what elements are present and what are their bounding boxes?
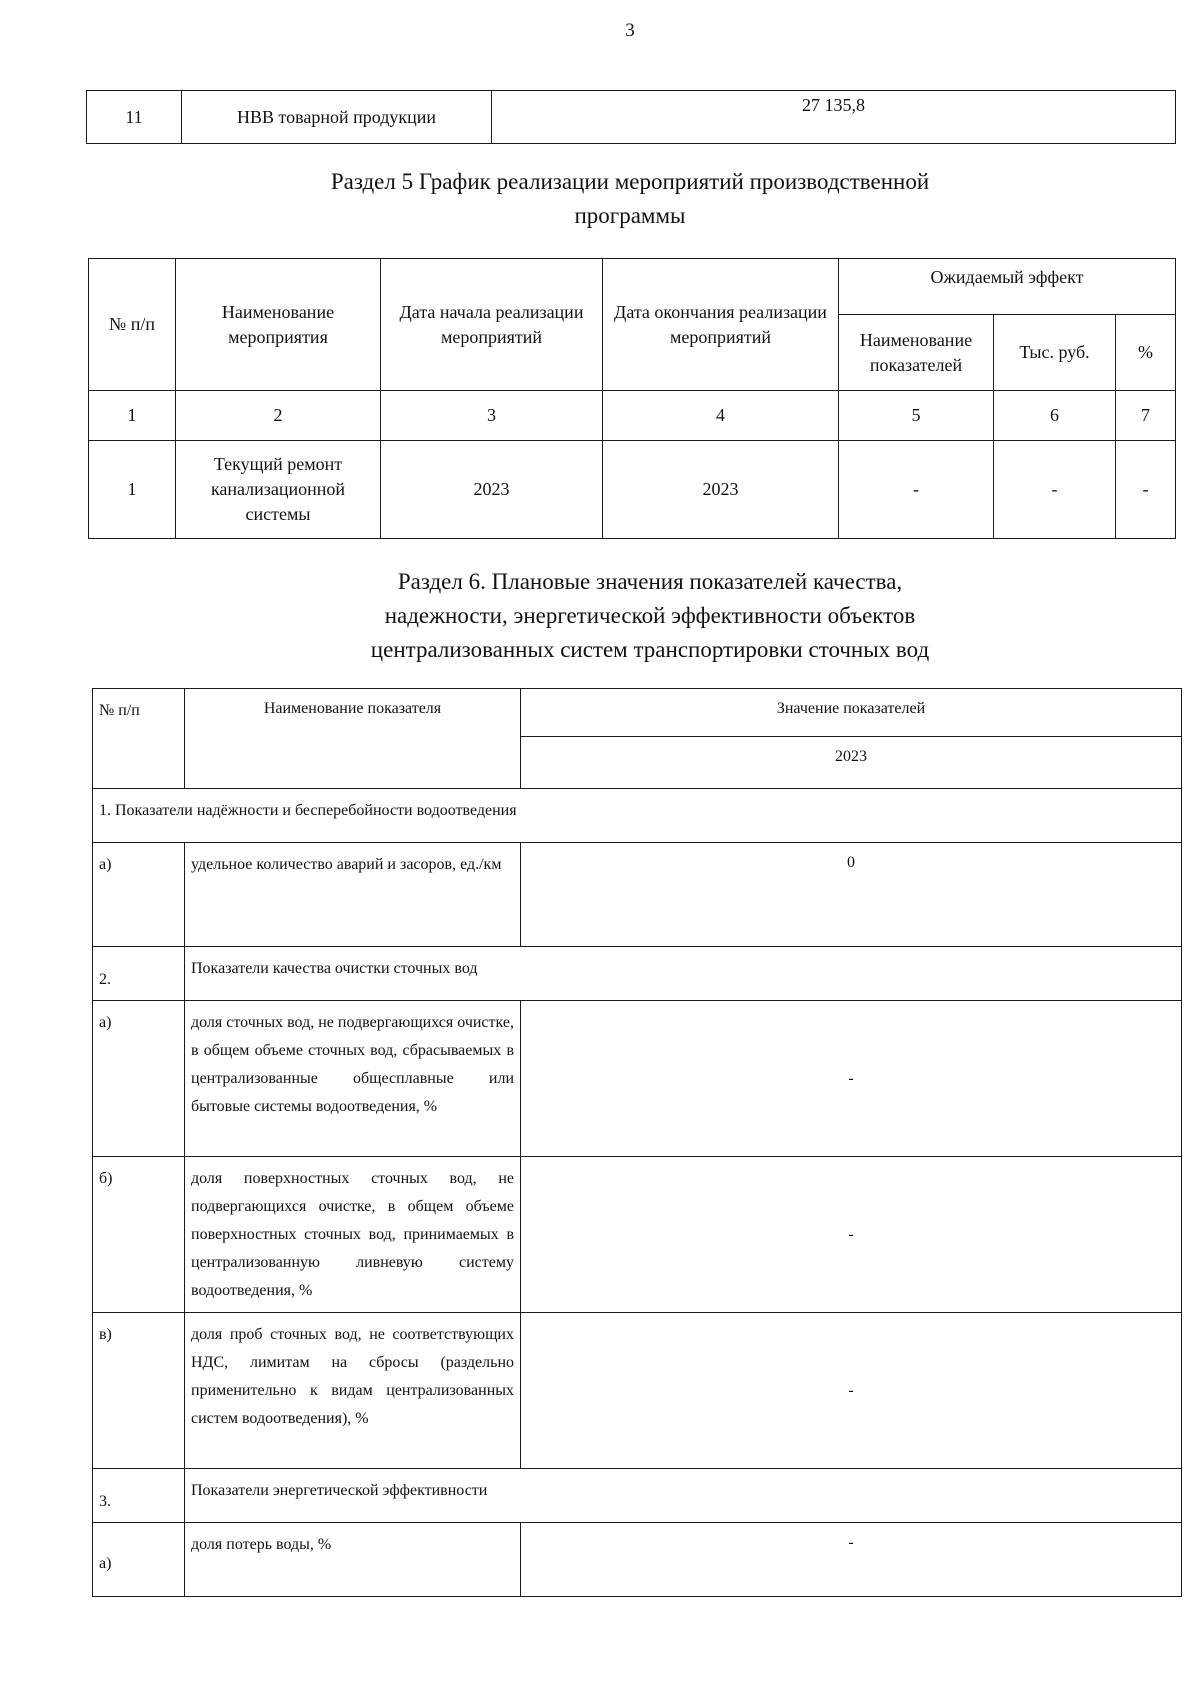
header-value: Значение показателей	[521, 689, 1182, 737]
column-number-row	[89, 391, 1176, 441]
section5-title	[240, 165, 1020, 233]
row-end: 2023	[603, 441, 839, 539]
col-number: 3	[381, 391, 603, 441]
indicators-table	[92, 688, 1182, 1597]
header-start: Дата начала реализации мероприятий	[381, 259, 603, 391]
table-row	[93, 1157, 1182, 1313]
row-number: 1	[89, 441, 176, 539]
row-name: НВВ товарной продукции	[182, 91, 492, 144]
section6-title	[300, 565, 1000, 667]
row-name: доля сточных вод, не подвергающихся очистке, в общем объеме сточных вод, сбрасываемых в централизованные общесплавные или бытовые системы водоотведения, %	[185, 1001, 521, 1157]
table-row	[93, 1001, 1182, 1157]
header-year: 2023	[521, 737, 1182, 789]
header-row	[89, 259, 1176, 315]
schedule-table	[88, 258, 1176, 539]
group3-title: Показатели энергетической эффективности	[185, 1469, 1182, 1523]
header-name: Наименование мероприятия	[176, 259, 381, 391]
col-number: 2	[176, 391, 381, 441]
table-row	[93, 1523, 1182, 1597]
header-num: № п/п	[89, 259, 176, 391]
row-value: 27 135,8	[492, 91, 1176, 144]
row-number: 11	[87, 91, 182, 144]
row-start: 2023	[381, 441, 603, 539]
header-num: № п/п	[93, 689, 185, 789]
group2-title: Показатели качества очистки сточных вод	[185, 947, 1182, 1001]
row-value: -	[521, 1157, 1182, 1313]
header-name: Наименование показателя	[185, 689, 521, 789]
col-number: 1	[89, 391, 176, 441]
group2-number: 2.	[93, 947, 185, 1001]
row-indicator: -	[839, 441, 994, 539]
row-name: Текущий ремонт канализационной системы	[176, 441, 381, 539]
row-name: доля проб сточных вод, не соответствующих НДС, лимитам на сбросы (раздельно применительно к видам централизованных систем водоотведения), %	[185, 1313, 521, 1469]
row-name: доля потерь воды, %	[185, 1523, 521, 1597]
col-number: 4	[603, 391, 839, 441]
section5-title-line2: программы	[574, 203, 686, 228]
row-thousand: -	[994, 441, 1116, 539]
group3-number: 3.	[93, 1469, 185, 1523]
header-thousand: Тыс. руб.	[994, 315, 1116, 391]
section5-title-line1: Раздел 5 График реализации мероприятий производственной	[330, 169, 930, 194]
col-number: 5	[839, 391, 994, 441]
row-name: доля поверхностных сточных вод, не подвергающихся очистке, в общем объеме поверхностных сточных вод, принимаемых в централизованную ливневую систему водоотведения, %	[185, 1157, 521, 1313]
row-value: 0	[521, 843, 1182, 947]
table-row	[89, 441, 1176, 539]
table-row	[87, 91, 1176, 144]
row-number: а)	[93, 1523, 185, 1597]
col-number: 6	[994, 391, 1116, 441]
row-value: -	[521, 1313, 1182, 1469]
header-percent: %	[1116, 315, 1176, 391]
row-percent: -	[1116, 441, 1176, 539]
section6-title-line1: Раздел 6. Плановые значения показателей качества,	[397, 569, 903, 594]
header-effect: Ожидаемый эффект	[839, 259, 1176, 315]
group-row	[93, 1469, 1182, 1523]
section6-title-line3: централизованных систем транспортировки сточных вод	[370, 637, 930, 662]
header-row	[93, 689, 1182, 737]
group-row	[93, 947, 1182, 1001]
row-number: а)	[93, 1001, 185, 1157]
col-number: 7	[1116, 391, 1176, 441]
group-row	[93, 789, 1182, 843]
section6-title-line2: надежности, энергетической эффективности объектов	[384, 603, 916, 628]
header-indicator: Наименование показателей	[839, 315, 994, 391]
table-row	[93, 843, 1182, 947]
group1-title: 1. Показатели надёжности и бесперебойности водоотведения	[93, 789, 1182, 843]
row-value: -	[521, 1523, 1182, 1597]
row-number: в)	[93, 1313, 185, 1469]
row-value: -	[521, 1001, 1182, 1157]
revenue-table	[86, 90, 1176, 144]
row-number: б)	[93, 1157, 185, 1313]
page-number: 3	[625, 20, 635, 41]
table-row	[93, 1313, 1182, 1469]
row-number: а)	[93, 843, 185, 947]
row-name: удельное количество аварий и засоров, ед./км	[185, 843, 521, 947]
header-end: Дата окончания реализации мероприятий	[603, 259, 839, 391]
